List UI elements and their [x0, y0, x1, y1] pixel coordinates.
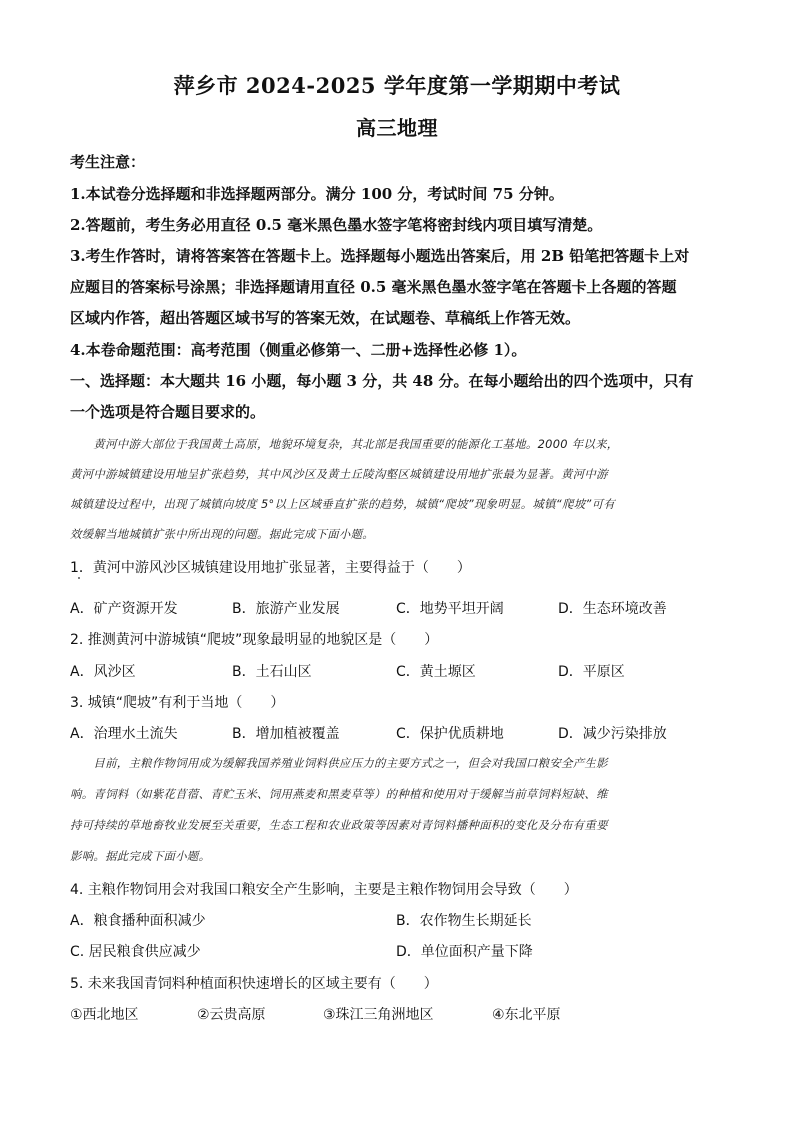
notice-line-5: 区域内作答，超出答题区域书写的答案无效，在试题卷、草稿纸上作答无效。 [70, 309, 581, 327]
q5-choice-4: ④东北平原 [492, 1007, 561, 1023]
exam-title: 萍乡市 2024-2025 学年度第一学期期中考试 [173, 73, 621, 98]
question-4-stem: 4. 主粮作物饲用会对我国口粮安全产生影响，主要是主粮作物饲用会导致（ ） [70, 882, 578, 898]
q4-option-b: B．农作物生长期延长 [396, 913, 532, 929]
question-1-stem: 1．黄河中游风沙区城镇建设用地扩张显著，主要得益于（ ） [70, 560, 471, 576]
q2-option-b: B．土石山区 [232, 664, 312, 680]
material-2-line-3: 持可持续的草地畜牧业发展至关重要，生态工程和农业政策等因素对青饲料播种面积的变化及分布有重要 [70, 818, 608, 832]
q1-option-a: A．矿产资源开发 [70, 601, 178, 617]
material-1-line-2: 黄河中游城镇建设用地呈扩张趋势，其中风沙区及黄土丘陵沟壑区城镇建设用地扩张最为显著。黄河中游 [70, 467, 608, 481]
notice-line-6: 4.本卷命题范围：高考范围（侧重必修第一、二册+选择性必修 1）。 [70, 341, 527, 359]
notice-line-4: 应题目的答案标号涂黑；非选择题请用直径 0.5 毫米黑色墨水签字笔在答题卡上各题的答题 [70, 278, 677, 296]
q5-choice-3: ③珠江三角洲地区 [323, 1007, 434, 1023]
section-heading-line-2: 一个选项是符合题目要求的。 [70, 403, 266, 421]
q2-option-c: C．黄土塬区 [396, 664, 476, 680]
q2-option-d: D．平原区 [558, 664, 625, 680]
q3-option-b: B．增加植被覆盖 [232, 726, 340, 742]
material-1-line-4: 效缓解当地城镇扩张中所出现的问题。据此完成下面小题。 [70, 527, 374, 541]
material-2-line-2: 响。青饲料（如紫花苜蓿、青贮玉米、饲用燕麦和黑麦草等）的种植和使用对于缓解当前草饲料短缺、维 [70, 787, 608, 801]
q3-option-d: D．减少污染排放 [558, 726, 667, 742]
notice-line-3: 3.考生作答时，请将答案答在答题卡上。选择题每小题选出答案后，用 2B 铅笔把答题卡上对 [70, 247, 690, 265]
material-1-line-3: 城镇建设过程中，出现了城镇向坡度 5°以上区域垂直扩张的趋势，城镇“爬坡”现象明显。城镇“爬坡”可有 [70, 497, 615, 511]
q5-choice-2: ②云贵高原 [197, 1007, 266, 1023]
material-2-line-4: 影响。据此完成下面小题。 [70, 849, 211, 863]
exam-subject: 高三地理 [356, 116, 438, 140]
notice-line-1: 1.本试卷分选择题和非选择题两部分。满分 100 分，考试时间 75 分钟。 [70, 185, 564, 203]
material-2-line-1: 目前，主粮作物饲用成为缓解我国养殖业饲料供应压力的主要方式之一，但会对我国口粮安全产生影 [70, 756, 608, 770]
question-5-stem: 5. 未来我国青饲料种植面积快速增长的区域主要有（ ） [70, 976, 438, 992]
q2-option-a: A．风沙区 [70, 664, 136, 680]
q1-option-b: B．旅游产业发展 [232, 601, 340, 617]
q3-option-a: A．治理水土流失 [70, 726, 178, 742]
q1-option-d: D．生态环境改善 [558, 601, 667, 617]
question-2-stem: 2. 推测黄河中游城镇“爬坡”现象最明显的地貌区是（ ） [70, 632, 439, 648]
notice-heading: 考生注意： [70, 153, 146, 171]
material-1-line-1: 黄河中游大部位于我国黄土高原，地貌环境复杂，其北部是我国重要的能源化工基地。2000 年以来， [70, 437, 619, 451]
q4-option-a: A．粮食播种面积减少 [70, 913, 206, 929]
q4-option-c: C. 居民粮食供应减少 [70, 944, 201, 960]
q5-choice-1: ①西北地区 [70, 1007, 139, 1023]
stray-dot [78, 577, 80, 579]
q4-option-d: D．单位面积产量下降 [396, 944, 533, 960]
q1-option-c: C．地势平坦开阔 [396, 601, 504, 617]
section-heading-line-1: 一、选择题：本大题共 16 小题，每小题 3 分，共 48 分。在每小题给出的四个选项中，只有 [70, 372, 694, 390]
notice-line-2: 2.答题前，考生务必用直径 0.5 毫米黑色墨水签字笔将密封线内项目填写清楚。 [70, 216, 603, 234]
question-3-stem: 3. 城镇“爬坡”有利于当地（ ） [70, 695, 285, 711]
q3-option-c: C．保护优质耕地 [396, 726, 504, 742]
